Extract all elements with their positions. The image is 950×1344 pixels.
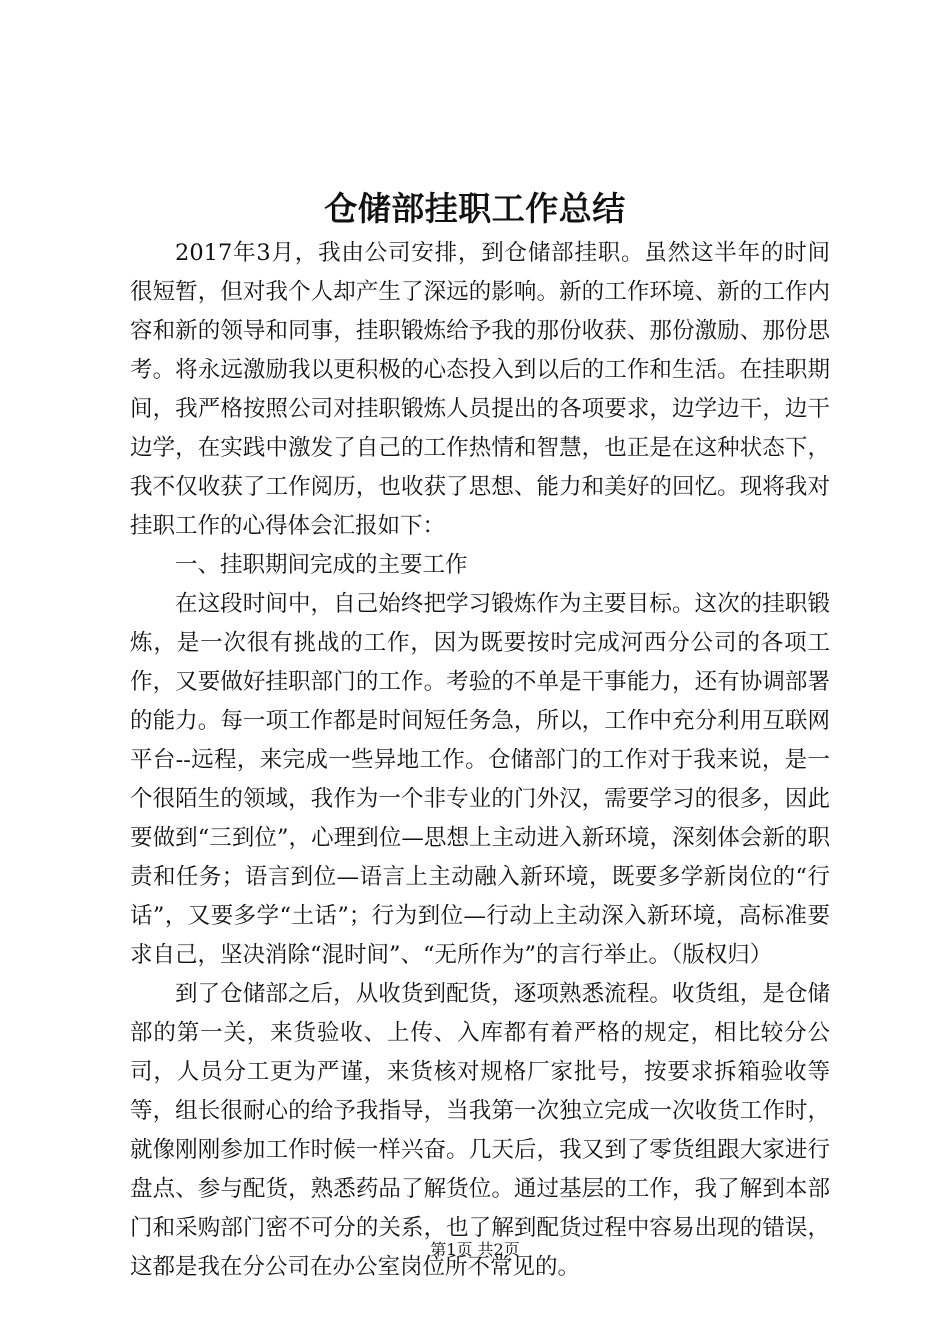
- document-title: 仓储部挂职工作总结: [324, 189, 626, 228]
- section-heading: 一、挂职期间完成的主要工作: [175, 552, 468, 578]
- paragraph-intro: 2017年3月，我由公司安排，到仓储部挂职。虽然这半年的时间很短暂，但对我个人却产生了深远的影响。新的工作环境、新的工作内容和新的领导和同事，挂职锻炼给予我的那份收获、那份激励、那份思考。将永远激励我以更积极的心态投入到以后的工作和生活。在挂职期间，我严格按照公司对挂职锻炼人员提出的各项要求，边学边干，边干边学，在实践中激发了自己的工作热情和智慧，也正是在这种状态下，我不仅收获了工作阅历，也收获了思想、能力和美好的回忆。现将我对挂职工作的心得体会汇报如下：: [130, 240, 830, 539]
- page-footer: 第1页 共2页: [430, 1240, 520, 1259]
- paragraph-warehouse: 到了仓储部之后，从收货到配货，逐项熟悉流程。收货组，是仓储部的第一关，来货验收、上传、入库都有着严格的规定，相比较分公司，人员分工更为严谨，来货核对规格厂家批号，按要求拆箱验收等等，组长很耐心的给予我指导，当我第一次独立完成一次收货工作时，就像刚刚参加工作时候一样兴奋。几天后，我又到了零货组跟大家进行盘点、参与配货，熟悉药品了解货位。通过基层的工作，我了解到本部门和采购部门密不可分的关系，也了解到配货过程中容易出现的错误，这都是我在分公司在办公室岗位所不常见的。: [130, 981, 830, 1280]
- paragraph-main-work: 在这段时间中，自己始终把学习锻炼作为主要目标。这次的挂职锻炼，是一次很有挑战的工作，因为既要按时完成河西分公司的各项工作，又要做好挂职部门的工作。考验的不单是干事能力，还有协调部署的能力。每一项工作都是时间短任务急，所以，工作中充分利用互联网平台--远程，来完成一些异地工作。仓储部门的工作对于我来说，是一个很陌生的领域，我作为一个非专业的门外汉，需要学习的很多，因此要做到“三到位”，心理到位—思想上主动进入新环境，深刻体会新的职责和任务；语言到位—语言上主动融入新环境，既要多学新岗位的“行话”，又要多学“土话”；行为到位—行动上主动深入新环境，高标准要求自己，坚决消除“混时间”、“无所作为”的言行举止。（版权归）: [130, 591, 830, 968]
- document-body: [130, 234, 830, 1287]
